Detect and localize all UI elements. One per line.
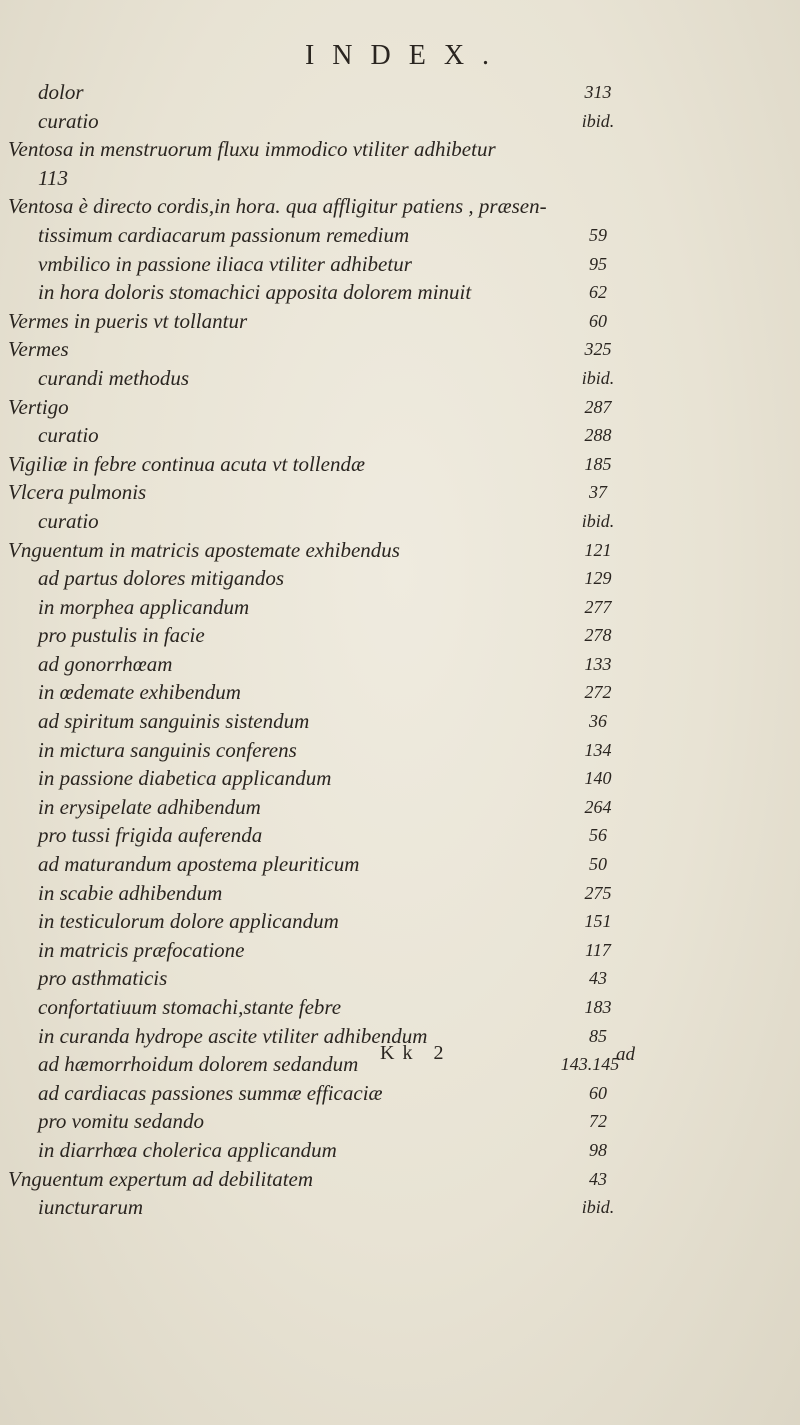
- entry-page-number: ibid.: [581, 510, 615, 531]
- signature-mark: Kk 2: [380, 1042, 452, 1064]
- entry-text: pro asthmaticis: [38, 966, 168, 991]
- index-entry: [0, 192, 800, 221]
- entry-page-number: 133: [584, 653, 612, 674]
- entry-page-number: 264: [584, 796, 612, 817]
- catchword: ad: [616, 1044, 635, 1065]
- index-entry: [0, 764, 800, 793]
- entry-page-number: 98: [589, 1139, 607, 1160]
- entry-text: in mictura sanguinis conferens: [38, 737, 297, 762]
- entry-page-number: 325: [584, 339, 612, 360]
- entry-text: in diarrhœa cholerica applicandum: [38, 1137, 337, 1162]
- entry-text: confortatiuum stomachi,stante febre: [38, 995, 342, 1019]
- entry-page-number: 183: [584, 997, 612, 1017]
- entry-text: Vnguentum expertum ad debilitatem: [8, 1166, 314, 1191]
- entry-text: dolor: [38, 80, 84, 104]
- entry-text: Vertigo: [8, 394, 69, 419]
- index-entry: [0, 907, 800, 936]
- entry-text: Ventosa è directo cordis,in hora. qua affligitur patiens , præsen-: [8, 194, 547, 219]
- entry-text: in testiculorum dolore applicandum: [38, 909, 339, 934]
- entry-text: curatio: [38, 508, 99, 533]
- entry-page-number: 36: [589, 711, 607, 732]
- entry-page-number: 95: [589, 253, 607, 274]
- entry-page-number: 140: [584, 768, 612, 789]
- entry-page-number: ibid.: [581, 367, 615, 388]
- index-entry: [0, 135, 800, 164]
- entry-text: Vlcera pulmonis: [8, 480, 147, 505]
- entry-text: vmbilico in passione iliaca vtiliter adhibetur: [38, 251, 412, 276]
- entry-text: 113: [38, 165, 68, 190]
- index-entry: [0, 1165, 800, 1194]
- entry-text: in passione diabetica applicandum: [38, 766, 332, 791]
- index-entry: [0, 821, 800, 850]
- index-entry: [0, 621, 800, 650]
- entry-text: in hora doloris stomachici apposita dolorem minuit: [38, 280, 472, 305]
- entry-page-number: 62: [589, 282, 607, 303]
- index-entry: [0, 421, 800, 450]
- index-entry: [0, 78, 800, 107]
- entry-page-number: 275: [584, 882, 612, 903]
- entry-page-number: 277: [584, 596, 612, 617]
- entry-text: Vermes in pueris vt tollantur: [8, 308, 248, 333]
- index-entry: [0, 850, 800, 879]
- entry-text: pro tussi frigida auferenda: [38, 823, 263, 848]
- entry-page-number: 313: [584, 82, 612, 102]
- entry-page-number: 60: [589, 310, 607, 331]
- index-entry: [0, 936, 800, 965]
- index-entry: [0, 364, 800, 393]
- entry-text: tissimum cardiacarum passionum remedium: [38, 222, 410, 247]
- entry-page-number: 143.145: [560, 1054, 620, 1075]
- entry-text: in morphea applicandum: [38, 594, 250, 619]
- entry-page-number: 288: [584, 425, 612, 446]
- index-entry: [0, 678, 800, 707]
- entry-page-number: 56: [589, 825, 607, 846]
- entry-page-number: 72: [589, 1111, 607, 1132]
- entry-text: iuncturarum: [38, 1195, 143, 1220]
- entry-text: ad hæmorrhoidum dolorem sedandum: [38, 1052, 359, 1077]
- entry-text: in curanda hydrope ascite vtiliter adhibendum: [38, 1023, 428, 1048]
- index-entry: [0, 1107, 800, 1136]
- entry-page-number: 43: [589, 1168, 607, 1189]
- entry-text: Vigiliæ in febre continua acuta vt tollendæ: [8, 451, 365, 476]
- entry-page-number: 278: [584, 625, 612, 646]
- entry-page-number: ibid.: [581, 110, 615, 131]
- index-entry: [0, 507, 800, 536]
- index-entry: [0, 1193, 800, 1222]
- index-entry: [0, 250, 800, 279]
- entry-text: ad maturandum apostema pleuriticum: [38, 852, 360, 877]
- entry-text: curatio: [38, 423, 99, 448]
- index-entry: [0, 1079, 800, 1108]
- entry-text: in œdemate exhibendum: [38, 680, 241, 705]
- entry-text: ad cardiacas passiones summæ efficaciæ: [38, 1080, 383, 1105]
- index-entry: [0, 107, 800, 136]
- entry-text: Vnguentum in matricis apostemate exhibendus: [8, 537, 400, 562]
- entry-text: in scabie adhibendum: [38, 880, 223, 905]
- index-entry: [0, 650, 800, 679]
- index-entry: [0, 536, 800, 565]
- index-entry: [0, 478, 800, 507]
- entry-page-number: 117: [585, 939, 611, 960]
- page-title: INDEX.: [304, 40, 508, 71]
- index-entry: [0, 164, 800, 193]
- entry-page-number: 129: [584, 568, 612, 589]
- index-entry: [0, 393, 800, 422]
- entry-text: Ventosa in menstruorum fluxu immodico vtiliter adhibetur: [8, 137, 496, 162]
- index-entry: [0, 307, 800, 336]
- entry-text: Vermes: [8, 337, 69, 362]
- entry-page-number: 43: [589, 968, 607, 989]
- index-entry: [0, 707, 800, 736]
- index-entry: [0, 450, 800, 479]
- index-entry: [0, 278, 800, 307]
- index-entry: [0, 736, 800, 765]
- entry-text: ad gonorrhœam: [38, 651, 173, 676]
- index-entry: [0, 879, 800, 908]
- entry-page-number: 59: [589, 224, 607, 245]
- index-entry: [0, 1136, 800, 1165]
- entry-text: in matricis præfocatione: [38, 937, 245, 962]
- index-entry: [0, 564, 800, 593]
- entry-text: ad spiritum sanguinis sistendum: [38, 709, 310, 734]
- entry-page-number: 121: [584, 539, 612, 560]
- index-entry: [0, 593, 800, 622]
- entry-text: curatio: [38, 108, 99, 133]
- entry-page-number: ibid.: [581, 1197, 615, 1218]
- entry-page-number: 37: [589, 482, 607, 503]
- index-entry: [0, 221, 800, 250]
- entry-text: pro pustulis in facie: [38, 623, 205, 648]
- entry-page-number: 185: [584, 453, 612, 474]
- entry-text: in erysipelate adhibendum: [38, 794, 261, 819]
- entry-text: pro vomitu sedando: [38, 1109, 205, 1134]
- entry-page-number: 50: [589, 854, 607, 875]
- entry-text: curandi methodus: [38, 365, 190, 390]
- index-entry: [0, 993, 800, 1022]
- entry-text: ad partus dolores mitigandos: [38, 566, 284, 591]
- entry-page-number: 60: [589, 1082, 607, 1103]
- entry-page-number: 85: [589, 1025, 607, 1046]
- entry-page-number: 134: [584, 739, 612, 760]
- index-entry: [0, 793, 800, 822]
- entry-page-number: 287: [584, 396, 612, 417]
- index-entry: [0, 964, 800, 993]
- index-entry: [0, 335, 800, 364]
- entry-page-number: 272: [584, 682, 612, 703]
- entry-page-number: 151: [584, 911, 612, 932]
